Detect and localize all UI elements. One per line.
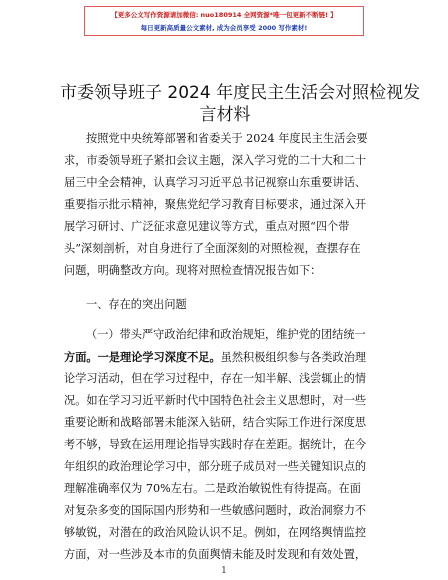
document-title-line-1: 市委领导班子 2024 年度民主生活会对照检视发 [60, 83, 421, 103]
promo-line-2: 每日更新高质量公文素材, 成为会员享受 2000 写作素材! [140, 24, 308, 32]
intro-line: 按照党中央统筹部署和省委关于 2024 年度民主生活会要 [86, 132, 368, 145]
body-line: 考不够，导致在运用理论指导实践时存在差距。据统计，在今 [64, 438, 367, 451]
bold-lead: 方面。一是理论学习深度不足。 [64, 350, 221, 364]
body-line: 年组织的政治理论学习中，部分班子成员对一些关键知识点的 [64, 460, 367, 473]
subsection-lead-line [64, 348, 386, 367]
section-heading: 一、存在的突出问题 [86, 298, 187, 311]
lead-continuation: 虽然积极组织参与各类政治理 [220, 351, 367, 364]
intro-line: 问题，明确整改方向。现将对照检查情况报告如下： [64, 264, 322, 277]
body-line: 够敏锐，对潜在的政治风险认识不足。例如，在网络舆情监控 [64, 526, 367, 539]
promo-line-1: 【更多公文写作资源请加微信: nuo180914 全网资源*唯一包更新不断链! 】 [111, 11, 337, 19]
body-line: 论学习活动，但在学习过程中，存在一知半解、浅尝辄止的情 [64, 372, 367, 385]
body-line: 方面，对一些涉及本市的负面舆情未能及时发现和有效处置， [64, 548, 367, 561]
promo-banner [84, 6, 364, 36]
body-line: 况。如在学习习近平新时代中国特色社会主义思想时，对一些 [64, 394, 367, 407]
body-line: 理解准确率仅为 70%左右。二是政治敏锐性有待提高。在面 [64, 482, 361, 495]
intro-line: 重要指示批示精神，聚焦党纪学习教育目标要求，通过深入开 [64, 198, 367, 211]
body-line: 对复杂多变的国际国内形势和一些敏感问题时，政治洞察力不 [64, 504, 367, 517]
body-line: 重要论断和战略部署未能深入钻研，结合实际工作进行深度思 [64, 416, 367, 429]
page-number: 1 [221, 566, 227, 576]
intro-line: 展学习研讨、广泛征求意见建议等方式，重点对照“四个带 [64, 220, 350, 233]
intro-line: 求，市委领导班子紧扣会议主题，深入学习党的二十大和二十 [64, 154, 367, 167]
subsection-line: （一）带头严守政治纪律和政治规矩，维护党的团结统一 [86, 328, 366, 341]
intro-line: 届三中全会精神，认真学习习近平总书记视察山东重要讲话、 [64, 176, 367, 189]
intro-line: 头”深刻剖析，对自身进行了全面深刻的对照检视，查摆存在 [64, 242, 361, 255]
document-title-line-2: 言材料 [199, 105, 251, 125]
